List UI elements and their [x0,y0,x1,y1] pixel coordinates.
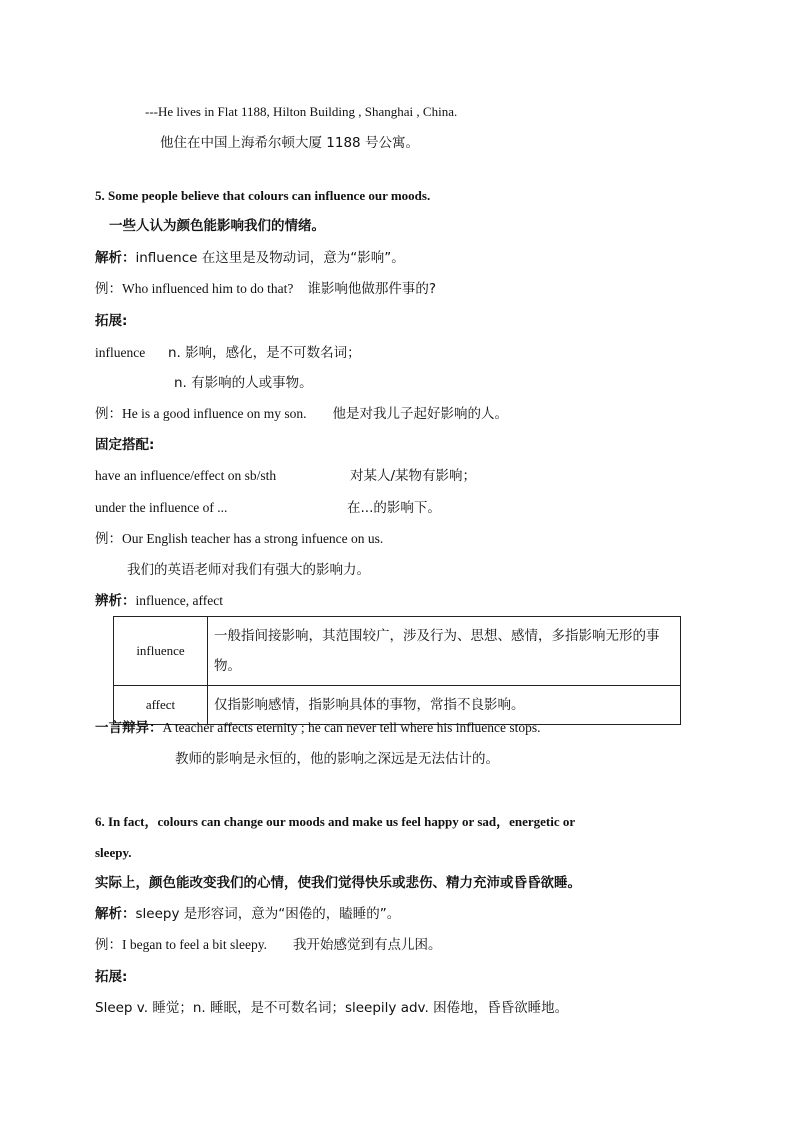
section-6-title-en-2: sleepy. [95,845,132,860]
table-word: influence [114,617,208,686]
expand-line-2: n. 有影响的人或事物。 [174,375,313,391]
phrase-line-1 [95,466,476,486]
example-zh: 他是对我儿子起好影响的人。 [332,406,508,422]
diff-label: 辨析： [95,593,136,609]
analysis-line-6 [95,904,400,924]
example-label: 例： [95,937,122,953]
phrase-en: have an influence/effect on sb/sth [95,468,277,483]
example-line-6 [95,935,441,955]
example-sentence-en: ---He lives in Flat 1188, Hilton Building , Shanghai , China. [145,104,458,119]
phrase-zh: 在...的影响下。 [347,500,441,516]
comparison-table [113,616,681,725]
expand-label: 拓展: [95,313,128,329]
analysis-text: influence 在这里是及物动词，意为“影响”。 [135,250,405,266]
example-zh: 谁影响他做那件事的? [307,281,436,297]
saying-label: 一言辩异： [95,720,163,736]
example-en: He is a good influence on my son. [122,406,307,421]
expand-label-6: 拓展: [95,969,128,985]
example-zh: 我开始感觉到有点儿困。 [292,937,442,953]
example-zh-3: 我们的英语老师对我们有强大的影响力。 [127,562,370,578]
section-5-title-zh: 一些人认为颜色能影响我们的情绪。 [109,218,325,234]
example-label: 例： [95,531,122,547]
expand-line-1 [95,343,361,363]
example-en: Who influenced him to do that? [122,281,294,296]
expand-text-6: Sleep v. 睡觉；n. 睡眠，是不可数名词；sleepily adv. 困倦地，昏昏欲睡地。 [95,1000,569,1016]
example-line-2 [95,404,508,424]
saying-zh: 教师的影响是永恒的，他的影响之深远是无法估计的。 [175,751,499,767]
phrase-label: 固定搭配: [95,437,155,453]
saying-en: A teacher affects eternity ; he can never tell where his influence stops. [162,720,541,735]
section-5-title-en: 5. Some people believe that colours can influence our moods. [95,188,431,203]
table-word: affect [114,686,208,725]
example-label: 例： [95,406,122,422]
table-desc: 仅指影响感情，指影响具体的事物，常指不良影响。 [208,686,681,725]
phrase-line-2 [95,498,441,518]
table-row [114,617,681,686]
saying-line [95,718,540,738]
expand-word: influence [95,345,146,360]
diff-text: influence, affect [135,593,223,608]
example-en: Our English teacher has a strong infuence on us. [122,531,384,546]
example-line-3 [95,529,383,549]
table-desc: 一般指间接影响，其范围较广，涉及行为、思想、感情，多指影响无形的事物。 [208,617,681,686]
analysis-label: 解析： [95,906,136,922]
phrase-en: under the influence of ... [95,500,228,515]
analysis-line [95,248,405,268]
expand-text: n. 影响，感化，是不可数名词； [168,345,361,361]
example-en: I began to feel a bit sleepy. [122,937,267,952]
analysis-label: 解析： [95,250,136,266]
diff-line [95,591,223,611]
section-6-title-en-1: 6. In fact，colours can change our moods and make us feel happy or sad，energetic or [95,814,576,829]
section-6-title-zh: 实际上，颜色能改变我们的心情，使我们觉得快乐或悲伤、精力充沛或昏昏欲睡。 [95,875,581,891]
example-line-1 [95,279,436,299]
example-label: 例： [95,281,122,297]
phrase-zh: 对某人/某物有影响； [350,468,477,484]
analysis-text: sleepy 是形容词，意为“困倦的，瞌睡的”。 [135,906,401,922]
example-sentence-zh: 他住在中国上海希尔顿大厦 1188 号公寓。 [160,135,419,151]
